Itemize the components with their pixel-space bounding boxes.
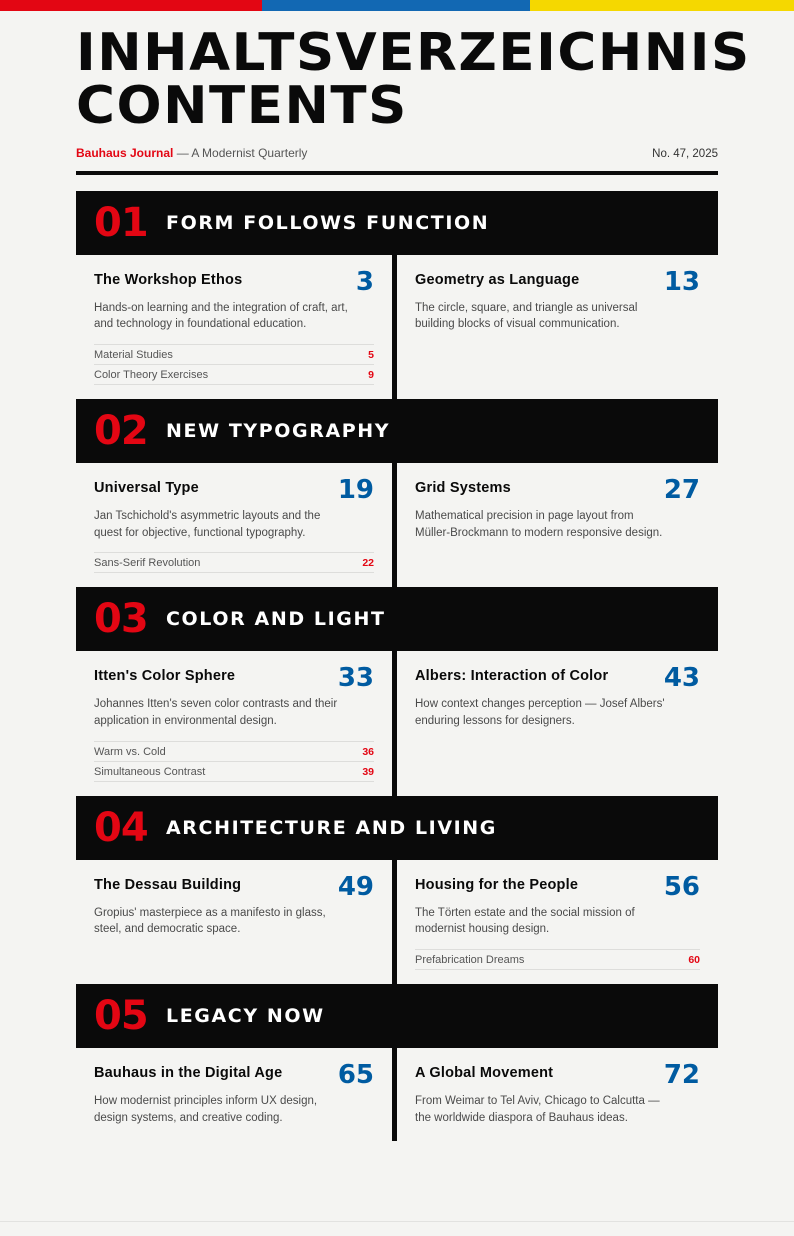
entry-title: Bauhaus in the Digital Age	[94, 1065, 283, 1082]
journal-tagline: — A Modernist Quarterly	[176, 145, 308, 160]
entry-page-number: 72	[663, 1060, 700, 1091]
contents-section	[76, 796, 718, 984]
entry-heading-row[interactable]	[94, 1060, 374, 1091]
page-title-german: INHALTSVERZEICHNIS	[76, 23, 751, 83]
sub-entry-page-number: 60	[688, 954, 700, 967]
section-number: 01	[94, 199, 148, 246]
entry-description: Jan Tschichold's asymmetric layouts and the quest for objective, functional typography.	[94, 510, 321, 539]
entry-page-number: 3	[355, 266, 374, 297]
sub-entry-page-number: 39	[362, 765, 374, 778]
entry-description: Hands-on learning and the integration of craft, art, and technology in foundational education.	[94, 301, 348, 331]
section-title: COLOR AND LIGHT	[166, 608, 386, 631]
entry-page-number: 19	[337, 475, 374, 506]
entry-column	[76, 463, 397, 587]
entry-column	[76, 1048, 397, 1140]
entry-column	[397, 463, 718, 587]
entry-title: A Global Movement	[415, 1065, 554, 1082]
entry-page-number: 13	[663, 266, 700, 297]
masthead-credit	[76, 146, 307, 160]
entry-description: The Törten estate and the social mission of modernist housing design.	[415, 906, 635, 936]
entry-heading-row[interactable]	[415, 475, 700, 506]
section-title: NEW TYPOGRAPHY	[166, 420, 391, 443]
contents-section	[76, 191, 718, 399]
color-block-blue	[262, 0, 530, 11]
sub-entry-list	[94, 344, 374, 385]
entry-heading-row[interactable]	[415, 871, 700, 902]
sub-entry-page-number: 36	[362, 745, 374, 758]
entry-page-number: 56	[663, 871, 700, 902]
entry-heading-row[interactable]	[94, 871, 374, 902]
entry-column	[397, 651, 718, 795]
entry-title: Housing for the People	[415, 876, 579, 893]
sub-entry-page-number: 22	[362, 557, 374, 570]
entry-column	[76, 651, 397, 795]
footer-divider	[0, 1221, 794, 1222]
entry-page-number: 43	[663, 663, 700, 694]
section-header[interactable]	[76, 587, 718, 651]
section-entries	[76, 255, 718, 399]
entry-title: Itten's Color Sphere	[94, 668, 236, 685]
entry-heading-row[interactable]	[415, 266, 700, 297]
section-number: 05	[94, 993, 148, 1040]
sub-entry-row[interactable]	[415, 949, 700, 970]
entry-description: How modernist principles inform UX design, design systems, and creative coding.	[94, 1095, 318, 1124]
sub-entry-row[interactable]	[94, 552, 374, 573]
entry-description: Gropius' masterpiece as a manifesto in glass, steel, and democratic space.	[94, 906, 326, 936]
sub-entry-row[interactable]	[94, 761, 374, 782]
color-block-red	[0, 0, 262, 11]
section-entries	[76, 1048, 718, 1140]
section-header[interactable]	[76, 796, 718, 860]
entry-column	[397, 255, 718, 399]
entry-column	[397, 860, 718, 984]
entry-column	[76, 255, 397, 399]
sub-entry-row[interactable]	[94, 344, 374, 364]
contents-section	[76, 984, 718, 1140]
entry-page-number: 33	[337, 663, 374, 694]
sub-entry-label: Sans-Serif Revolution	[94, 557, 201, 570]
top-color-bar	[0, 0, 794, 11]
entry-page-number: 65	[337, 1060, 374, 1091]
section-number: 04	[94, 804, 148, 851]
section-title: ARCHITECTURE AND LIVING	[166, 816, 497, 839]
section-entries	[76, 651, 718, 795]
color-block-yellow	[530, 0, 794, 11]
page-title-english: CONTENTS	[76, 76, 408, 137]
contents-list	[0, 175, 794, 1141]
section-title: LEGACY NOW	[166, 1005, 325, 1028]
entry-title: Geometry as Language	[415, 271, 580, 288]
entry-title: Grid Systems	[415, 480, 511, 497]
entry-description: The circle, square, and triangle as universal building blocks of visual communication.	[415, 301, 638, 331]
masthead	[0, 11, 794, 160]
section-header[interactable]	[76, 191, 718, 255]
entry-description: Mathematical precision in page layout from Müller-Brockmann to modern responsive design.	[415, 510, 663, 539]
contents-section	[76, 399, 718, 587]
sub-entry-label: Color Theory Exercises	[94, 369, 209, 382]
section-entries	[76, 860, 718, 984]
entry-page-number: 27	[663, 475, 700, 506]
entry-heading-row[interactable]	[415, 1060, 700, 1091]
entry-title: Universal Type	[94, 480, 199, 497]
sub-entry-label: Warm vs. Cold	[94, 745, 166, 758]
sub-entry-list	[415, 949, 700, 970]
sub-entry-list	[94, 741, 374, 782]
entry-heading-row[interactable]	[415, 663, 700, 694]
sub-entry-label: Prefabrication Dreams	[415, 954, 525, 967]
sub-entry-row[interactable]	[94, 741, 374, 761]
entry-heading-row[interactable]	[94, 266, 374, 297]
section-header[interactable]	[76, 984, 718, 1048]
journal-brand: Bauhaus Journal	[76, 145, 174, 160]
issue-number: No. 47, 2025	[652, 147, 718, 160]
entry-description: How context changes perception — Josef Albers' enduring lessons for designers.	[415, 698, 665, 728]
entry-heading-row[interactable]	[94, 475, 374, 506]
entry-page-number: 49	[337, 871, 374, 902]
sub-entry-label: Material Studies	[94, 349, 173, 362]
sub-entry-row[interactable]	[94, 364, 374, 385]
section-entries	[76, 463, 718, 587]
sub-entry-page-number: 5	[368, 349, 374, 362]
entry-description: Johannes Itten's seven color contrasts and their application in environmental design.	[94, 698, 338, 728]
section-title: FORM FOLLOWS FUNCTION	[166, 211, 490, 234]
contents-section	[76, 587, 718, 795]
entry-column	[76, 860, 397, 984]
section-number: 03	[94, 596, 148, 643]
sub-entry-page-number: 9	[368, 369, 374, 382]
entry-description: From Weimar to Tel Aviv, Chicago to Calcutta — the worldwide diaspora of Bauhaus ideas.	[415, 1095, 660, 1124]
entry-title: Albers: Interaction of Color	[415, 668, 609, 685]
entry-title: The Workshop Ethos	[94, 271, 243, 288]
sub-entry-label: Simultaneous Contrast	[94, 765, 206, 778]
masthead-subline	[76, 146, 718, 160]
entry-heading-row[interactable]	[94, 663, 374, 694]
section-number: 02	[94, 408, 148, 455]
entry-title: The Dessau Building	[94, 876, 242, 893]
section-header[interactable]	[76, 399, 718, 463]
sub-entry-list	[94, 552, 374, 573]
entry-column	[397, 1048, 718, 1140]
